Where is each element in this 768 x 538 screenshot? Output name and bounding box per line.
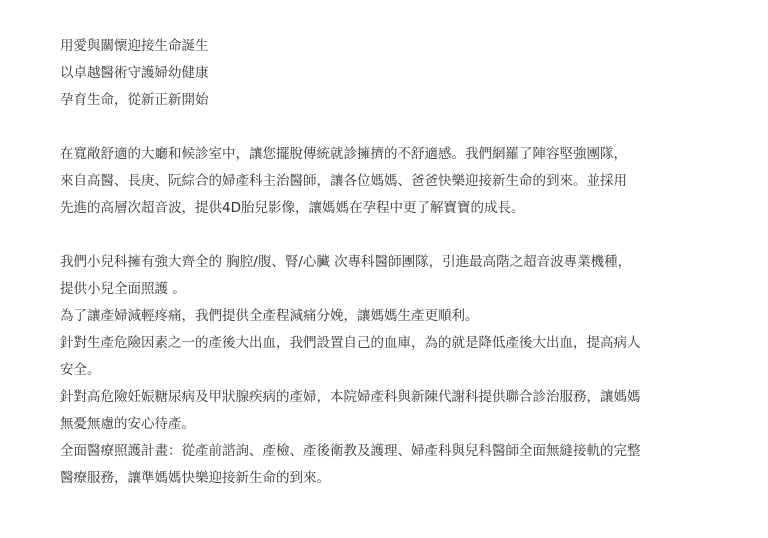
- paragraph-line: 在寬敞舒適的大廳和候診室中，讓您擺脫傳統就診擁擠的不舒適感。我們網羅了陣容堅強團隊，: [60, 146, 627, 162]
- paragraph-line: 來自高醫、長庚、阮綜合的婦產科主治醫師，讓各位媽媽、爸爸快樂迎接新生命的到來。並採用: [60, 173, 627, 189]
- paragraph-line: 針對生產危險因素之一的產後大出血，我們設置自己的血庫，為的就是降低產後大出血，提高病人: [60, 335, 641, 351]
- paragraph-line: 為了讓產婦減輕疼痛，我們提供全產程減痛分娩，讓媽媽生產更順利。: [60, 308, 479, 324]
- paragraph-line: 我們小兒科擁有強大齊全的 胸腔/腹、腎/心臟 次專科醫師團隊，引進最高階之超音波專業機種，: [60, 254, 632, 270]
- paragraph-facilities: [60, 141, 720, 222]
- paragraph-line: 針對高危險妊娠糖尿病及甲狀腺疾病的產婦，本院婦產科與新陳代謝科提供聯合診治服務，讓媽媽: [60, 389, 641, 405]
- paragraph-line: 全面醫療照護計畫：從產前諮詢、產檢、產後衛教及護理、婦產科與兒科醫師全面無縫接軌的完整: [60, 443, 641, 459]
- slogan-line: 以卓越醫術守護婦幼健康: [60, 65, 209, 81]
- slogan-line: 孕育生命，從新正新開始: [60, 92, 209, 108]
- paragraph-services: [60, 249, 720, 492]
- paragraph-line: 醫療服務，讓準媽媽快樂迎接新生命的到來。: [60, 470, 330, 486]
- paragraph-line: 安全。: [60, 362, 101, 378]
- article-content: [60, 33, 720, 492]
- paragraph-line: 先進的高層次超音波，提供4D胎兒影像，讓媽媽在孕程中更了解寶寶的成長。: [60, 200, 525, 216]
- spacer: [60, 114, 720, 141]
- slogan-line: 用愛與關懷迎接生命誕生: [60, 38, 209, 54]
- intro-slogans: [60, 33, 720, 114]
- spacer: [60, 222, 720, 249]
- paragraph-line: 無憂無慮的安心待產。: [60, 416, 195, 432]
- paragraph-line: 提供小兒全面照護 。: [60, 281, 186, 297]
